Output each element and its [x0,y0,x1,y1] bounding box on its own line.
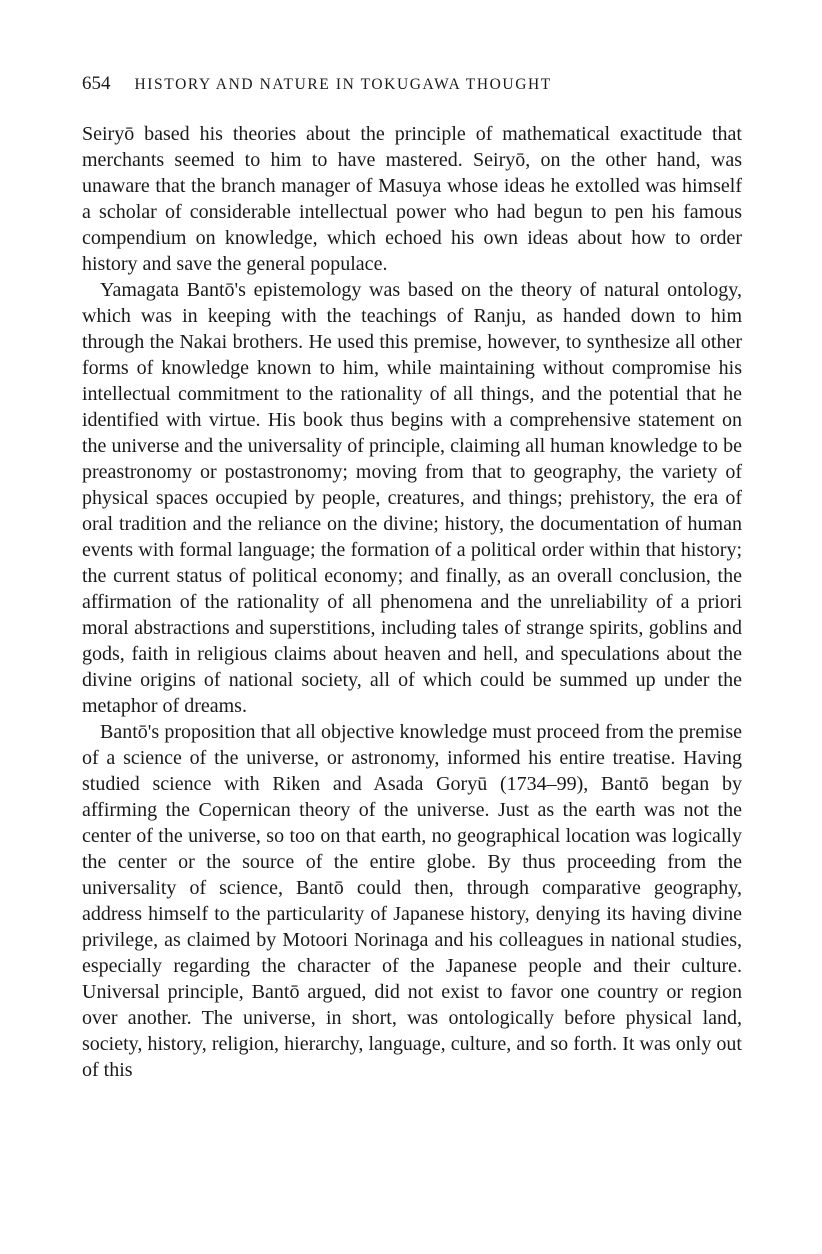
running-title: HISTORY AND NATURE IN TOKUGAWA THOUGHT [134,76,552,93]
paragraph-banto-epistemology: Yamagata Bantō's epistemology was based on the theory of natural ontology, which was in keeping with the teachings of Ranju, as handed down to him through the Nakai brothers. He used this premise, however, to synthesize all other forms of knowledge known to him, while maintaining without compromise his intellectual commitment to the rationality of all things, and the potential that he identified with virtue. His book thus begins with a comprehensive statement on the universe and the universality of principle, claiming all human knowledge to be preastronomy or postastronomy; moving from that to geography, the variety of physical spaces occupied by people, creatures, and things; prehistory, the era of oral tradition and the reliance on the divine; history, the documentation of human events with formal language; the formation of a political order within that history; the current status of political economy; and finally, as an overall conclusion, the affirmation of the rationality of all phenomena and the unreliability of a priori moral abstractions and superstitions, including tales of strange spirits, goblins and gods, faith in religious claims about heaven and hell, and speculations about the divine origins of national society, all of which could be summed up under the metaphor of dreams. [82,279,742,717]
paragraph-banto-astronomy: Bantō's proposition that all objective knowledge must proceed from the premise of a science of the universe, or astronomy, informed his entire treatise. Having studied science with Riken and Asada Goryū (1734–99), Bantō began by affirming the Copernican theory of the universe. Just as the earth was not the center of the universe, so too on that earth, no geographical location was logically the center or the source of the entire globe. By thus proceeding from the universality of science, Bantō could then, through comparative geography, address himself to the particularity of Japanese history, denying its having divine privilege, as claimed by Motoori Norinaga and his colleagues in national studies, especially regarding the character of the Japanese people and their culture. Universal principle, Bantō argued, did not exist to favor one country or region over another. The universe, in short, was ontologically before physical land, society, history, religion, hierarchy, language, culture, and so forth. It was only out of this [82,721,742,1081]
paragraph-continued: Seiryō based his theories about the principle of mathematical exactitude that merchants seemed to him to have mastered. Seiryō, on the other hand, was unaware that the branch manager of Masuya whose ideas he extolled was himself a scholar of considerable intellectual power who had begun to pen his famous compendium on knowledge, which echoed his own ideas about how to order history and save the general populace. [82,123,742,275]
page-number: 654 [82,73,111,94]
book-page [82,70,742,1083]
running-head [82,70,742,99]
body-text [82,121,742,1083]
